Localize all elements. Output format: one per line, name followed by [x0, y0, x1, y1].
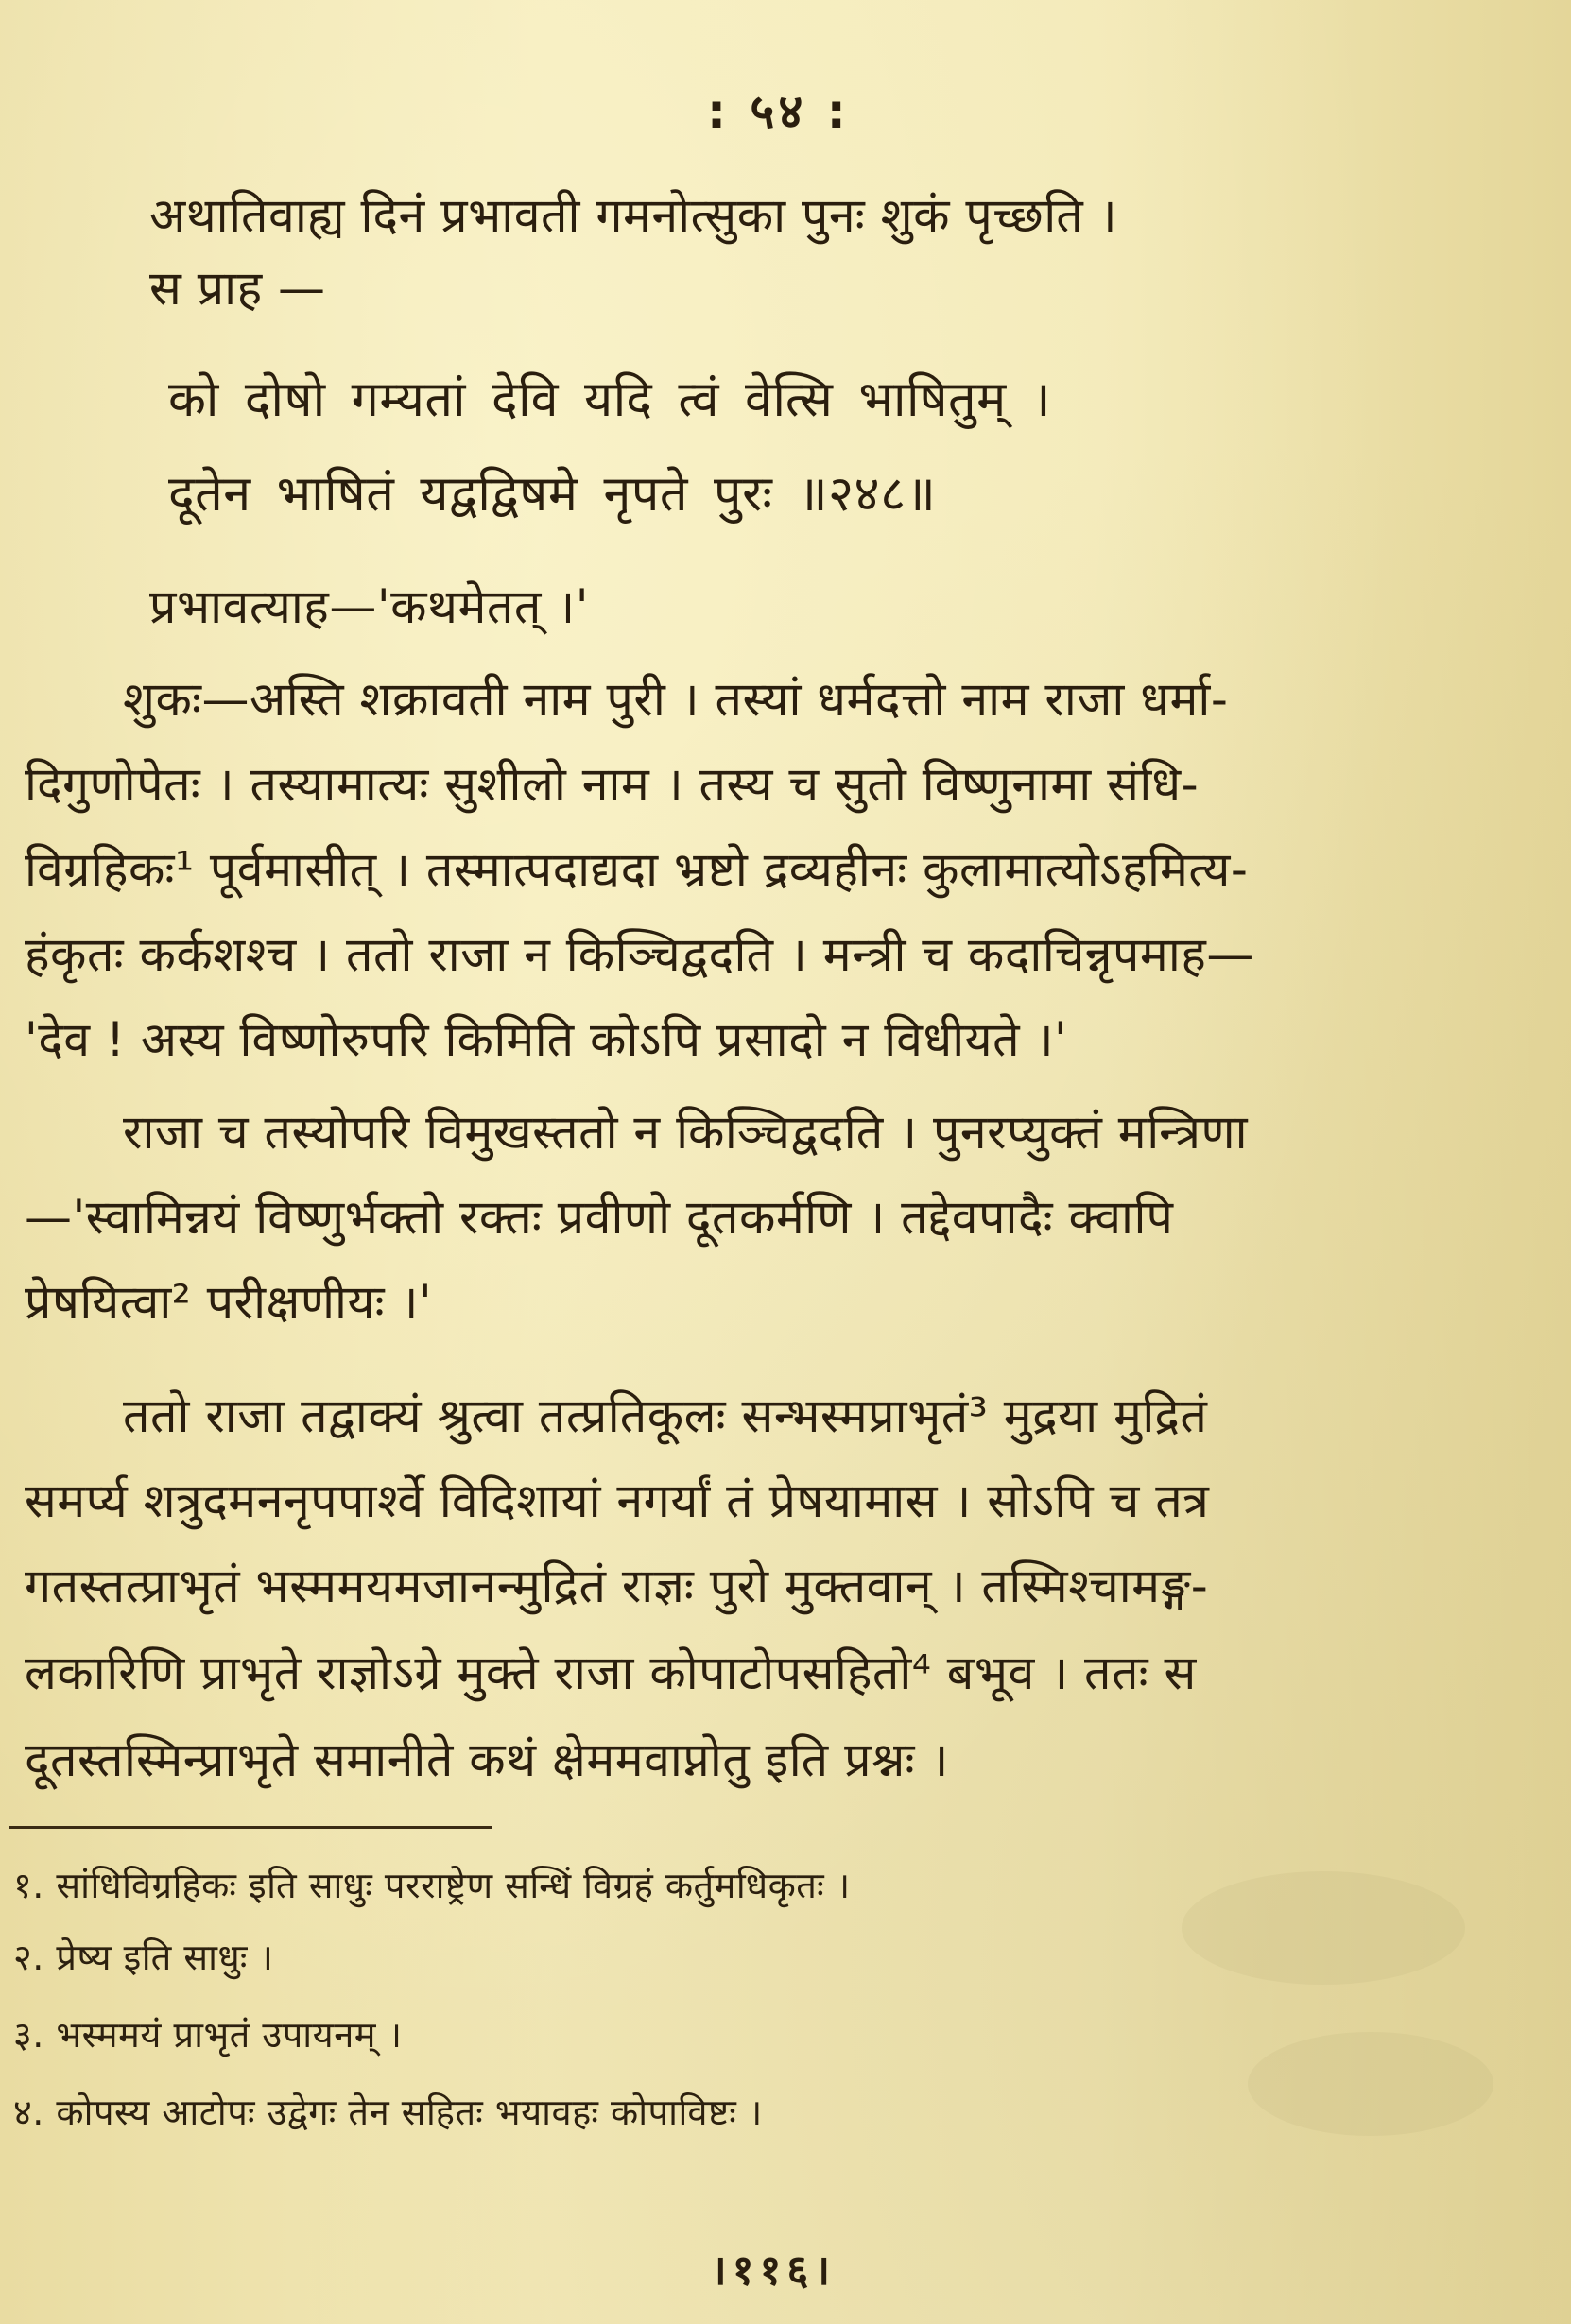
- paragraph-line: प्रभावत्याह—'कथमेतत् ।': [149, 579, 589, 634]
- footnote-rule: [9, 1826, 492, 1829]
- footnote: २. प्रेष्य इति साधुः ।: [13, 1937, 274, 1978]
- paragraph-line: —'स्वामिन्नयं विष्णुर्भक्तो रक्तः प्रवीणो दूतकर्मणि । तद्देवपादैः क्वापि: [25, 1190, 1174, 1245]
- paper-stain: [1182, 1871, 1465, 1985]
- folio-number: ।११६।: [711, 2247, 836, 2295]
- verse-line: को दोषो गम्यतां देवि यदि त्वं वेत्सि भाषितुम् ।: [168, 371, 1052, 428]
- footnote: १. सांधिविग्रहिकः इति साधुः परराष्ट्रेण सन्धिं विग्रहं कर्तुमधिकृतः ।: [13, 1865, 851, 1906]
- paragraph-line: लकारिणि प्राभृते राज्ञोऽग्रे मुक्ते राजा कोपाटोपसहितो⁴ बभूव । ततः स: [25, 1645, 1197, 1700]
- paragraph-line: स प्राह —: [149, 261, 326, 316]
- paragraph-line: राजा च तस्योपरि विमुखस्ततो न किञ्चिद्वदति । पुनरप्युक्तं मन्त्रिणा: [123, 1105, 1249, 1160]
- paragraph-line: दूतस्तस्मिन्प्राभृते समानीते कथं क्षेममवाप्नोतु इति प्रश्नः ।: [25, 1732, 949, 1787]
- footnote: ३. भस्ममयं प्राभृतं उपायनम् ।: [13, 2014, 403, 2056]
- paragraph-line: समर्प्य शत्रुदमननृपपार्श्वे विदिशायां नगर्यां तं प्रेषयामास । सोऽपि च तत्र: [25, 1473, 1210, 1528]
- footnote: ४. कोपस्य आटोपः उद्वेगः तेन सहितः भयावहः कोपाविष्टः ।: [13, 2092, 763, 2133]
- page-number: : ५४ :: [707, 84, 850, 139]
- paragraph-line: प्रेषयित्वा² परीक्षणीयः ।': [25, 1275, 433, 1330]
- paragraph-line: विग्रहिकः¹ पूर्वमासीत् । तस्मात्पदाद्यदा भ्रष्टो द्रव्यहीनः कुलामात्योऽहमित्य-: [25, 842, 1249, 897]
- paragraph-line: हंकृतः कर्कशश्च । ततो राजा न किञ्चिद्वदति । मन्त्री च कदाचिन्नृपमाह—: [25, 927, 1254, 982]
- paragraph-line: दिगुणोपेतः । तस्यामात्यः सुशीलो नाम । तस्य च सुतो विष्णुनामा संधि-: [25, 757, 1200, 812]
- paper-stain: [1248, 2032, 1493, 2136]
- paragraph-line: शुकः—अस्ति शक्रावती नाम पुरी । तस्यां धर्मदत्तो नाम राजा धर्मा-: [123, 672, 1229, 727]
- paragraph-line: 'देव ! अस्य विष्णोरुपरि किमिति कोऽपि प्रसादो न विधीयते ।': [25, 1012, 1068, 1067]
- paragraph-line: ततो राजा तद्वाक्यं श्रुत्वा तत्प्रतिकूलः सन्भस्मप्राभृतं³ मुद्रया मुद्रितं: [123, 1388, 1208, 1443]
- paragraph-line: अथातिवाह्य दिनं प्रभावती गमनोत्सुका पुनः शुकं पृच्छति ।: [149, 188, 1118, 243]
- verse-line: दूतेन भाषितं यद्वद्विषमे नृपते पुरः ॥२४८॥: [168, 466, 937, 523]
- paragraph-line: गतस्तत्प्राभृतं भस्ममयमजानन्मुद्रितं राज्ञः पुरो मुक्तवान् । तस्मिश्चामङ्ग-: [25, 1558, 1209, 1613]
